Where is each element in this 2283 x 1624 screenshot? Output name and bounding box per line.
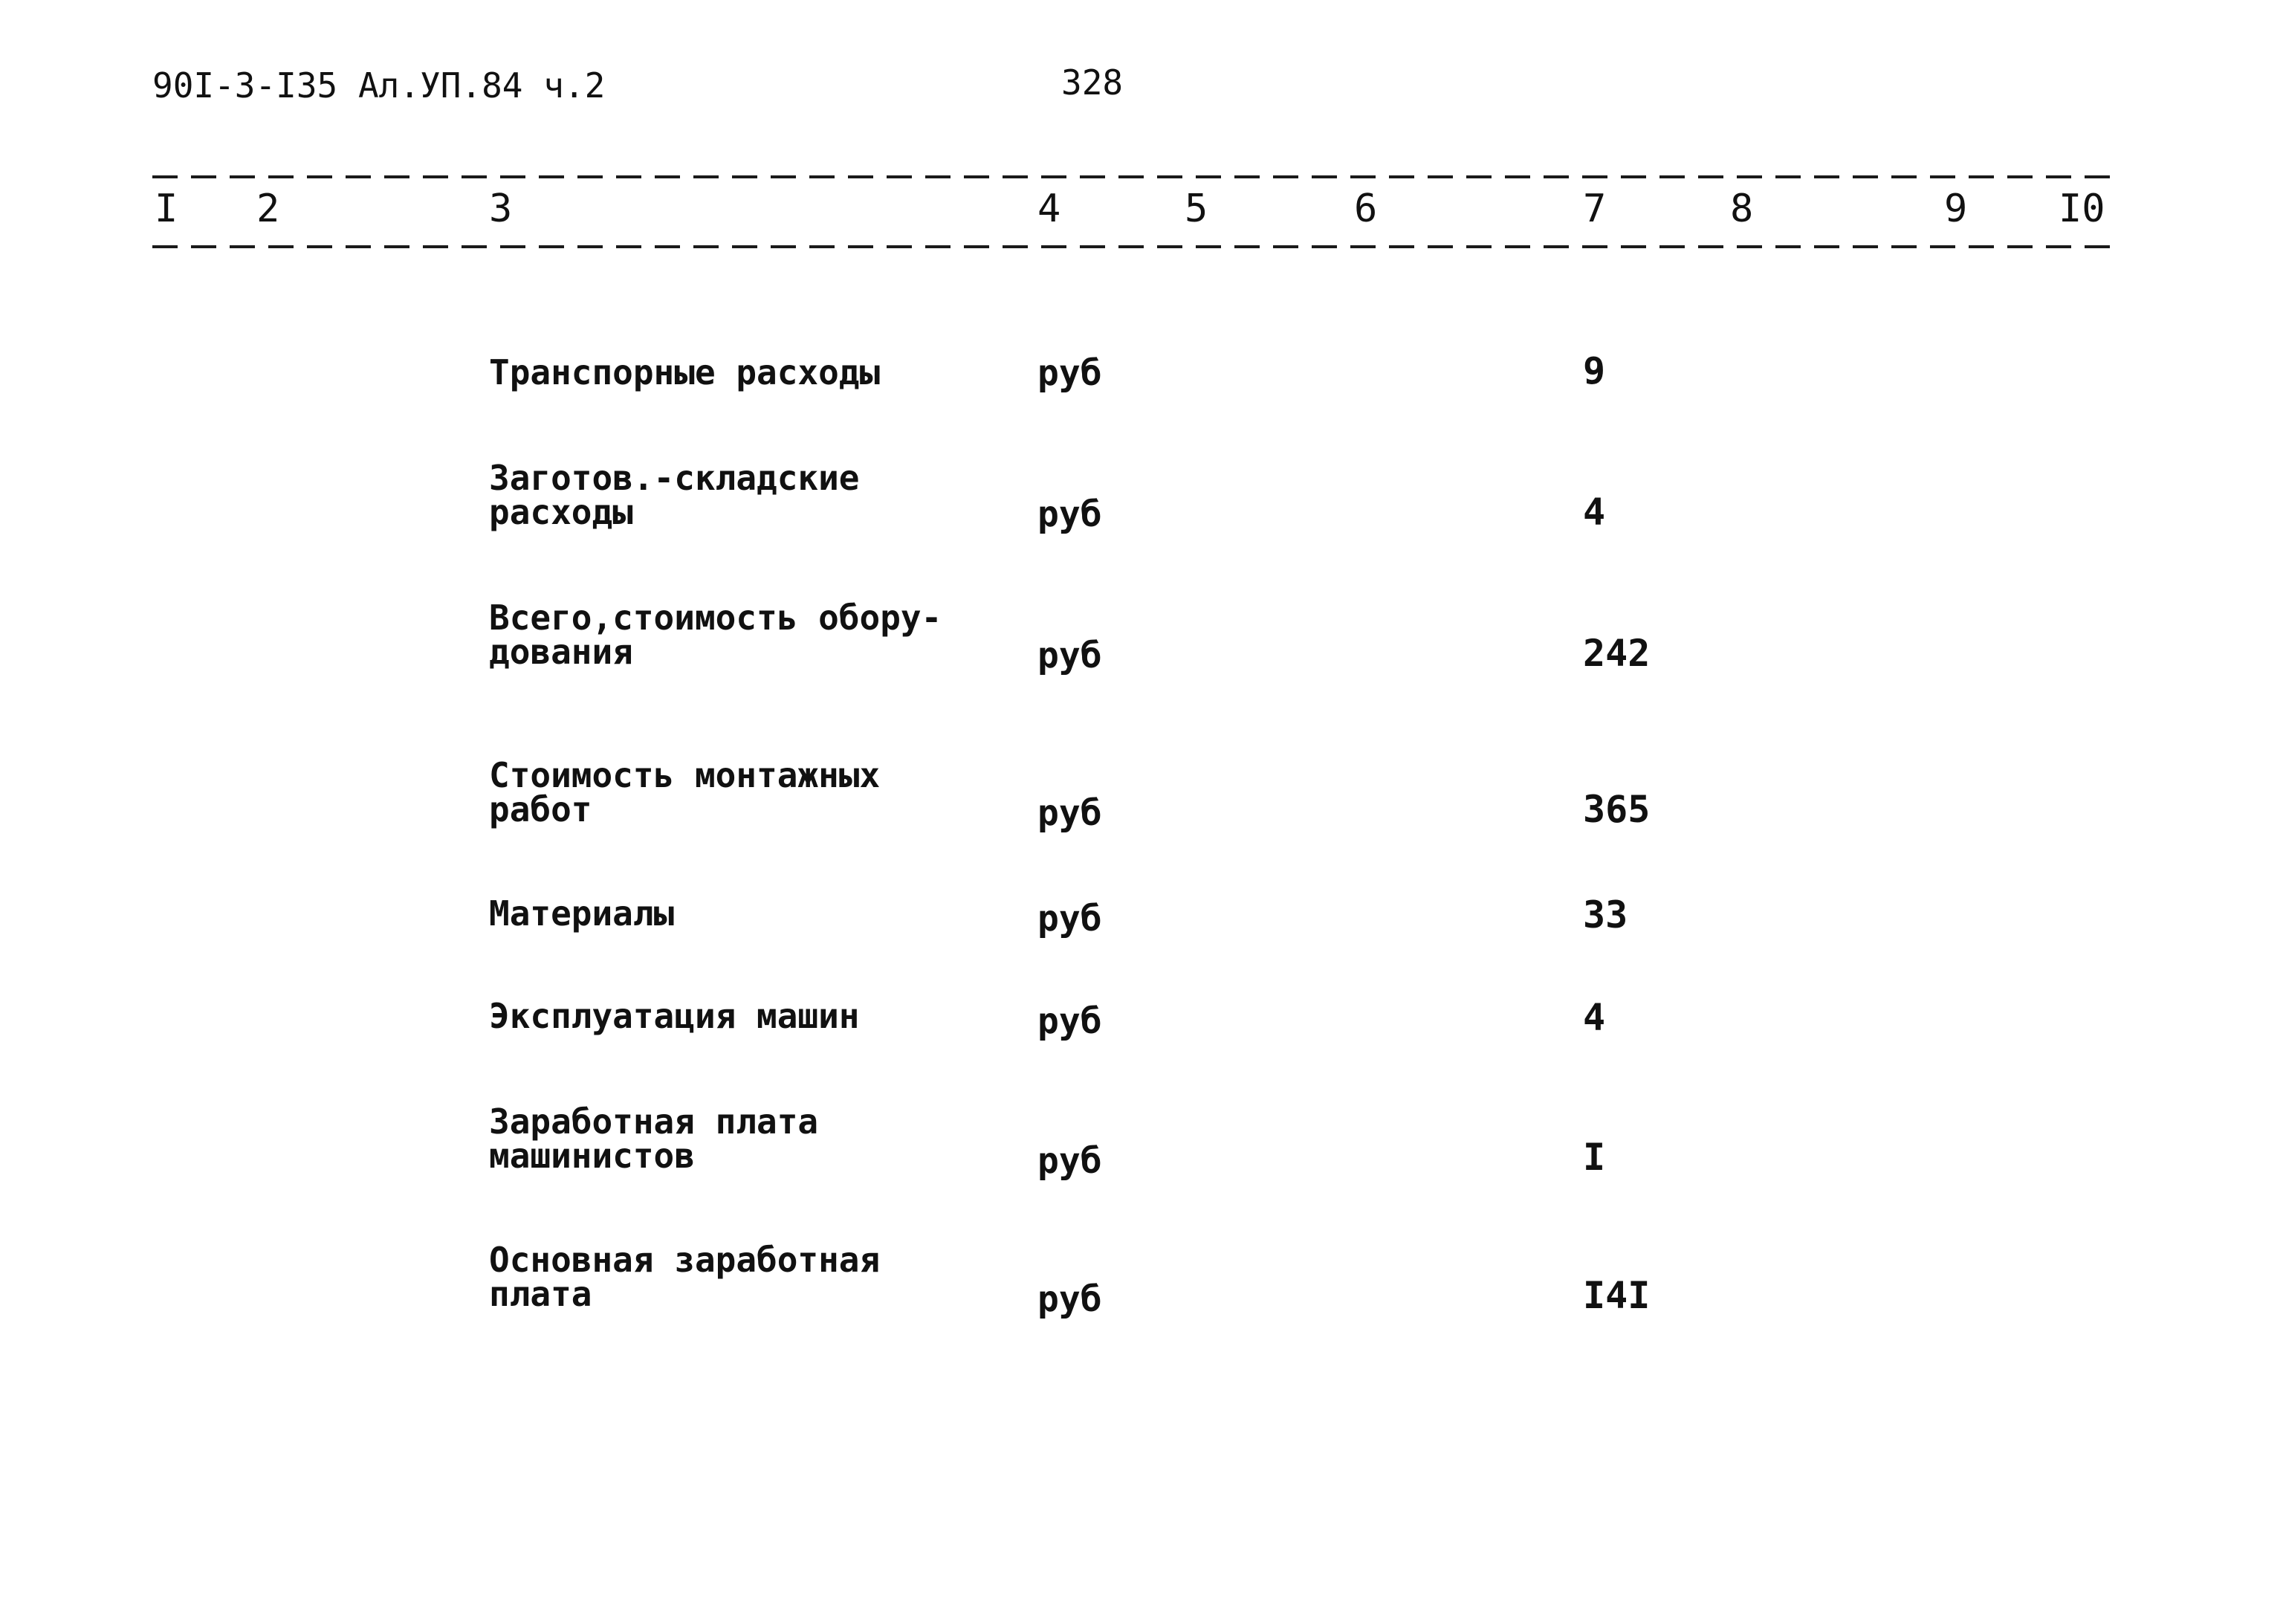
row-unit: руб xyxy=(1037,352,1102,394)
row-label-machine-operation: Эксплуатация машин xyxy=(489,996,860,1036)
row-unit: руб xyxy=(1037,635,1102,676)
row-label-materials: Материалы xyxy=(489,893,675,934)
column-number-2: 2 xyxy=(256,187,280,231)
row-label-machinists-wages: Заработная плата машинистов xyxy=(489,1101,819,1176)
row-label-procurement-storage-costs: Заготов.-складские расходы xyxy=(489,458,860,532)
column-number-9: 9 xyxy=(1944,187,1968,231)
row-label-transport-costs: Транспорные расходы xyxy=(489,352,881,392)
column-number-3: 3 xyxy=(489,187,513,231)
table-top-dashed-rule xyxy=(152,175,2118,178)
row-value: 9 xyxy=(1583,349,1606,392)
row-unit: руб xyxy=(1037,792,1102,834)
row-unit: руб xyxy=(1037,1140,1102,1182)
column-number-8: 8 xyxy=(1730,187,1754,231)
row-label-installation-works-cost: Стоимость монтажных работ xyxy=(489,755,881,829)
row-value: 33 xyxy=(1583,893,1628,936)
document-code: 90I-3-I35 Ал.УП.84 ч.2 xyxy=(152,65,606,106)
column-number-10: I0 xyxy=(2059,187,2105,231)
row-value: 242 xyxy=(1583,632,1651,675)
row-unit: руб xyxy=(1037,898,1102,939)
column-number-4: 4 xyxy=(1037,187,1061,231)
column-number-5: 5 xyxy=(1185,187,1208,231)
column-number-1: I xyxy=(155,187,178,231)
column-number-6: 6 xyxy=(1354,187,1378,231)
row-value: I4I xyxy=(1583,1274,1651,1317)
row-value: I xyxy=(1583,1136,1606,1179)
table-header-dashed-rule xyxy=(152,245,2118,248)
row-label-total-equipment-cost: Всего,стоимость обору- дования xyxy=(489,598,942,672)
row-value: 4 xyxy=(1583,491,1606,534)
row-unit: руб xyxy=(1037,1278,1102,1320)
row-value: 4 xyxy=(1583,996,1606,1039)
page-number: 328 xyxy=(1061,62,1124,103)
column-number-7: 7 xyxy=(1583,187,1607,231)
row-label-basic-wages: Основная заработная плата xyxy=(489,1240,881,1314)
row-unit: руб xyxy=(1037,494,1102,535)
row-unit: руб xyxy=(1037,1000,1102,1042)
row-value: 365 xyxy=(1583,788,1651,831)
